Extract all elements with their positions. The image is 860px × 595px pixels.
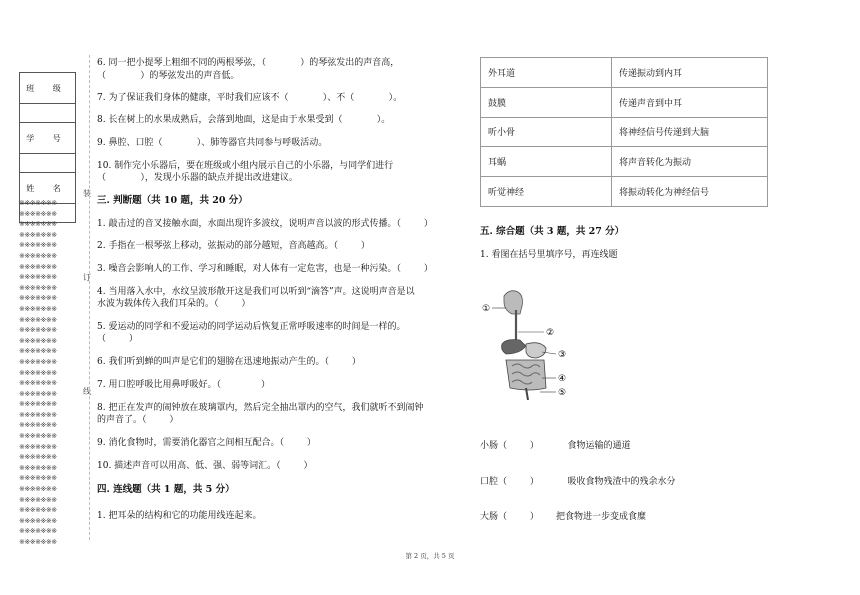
judge-3: 3. 噪音会影响人的工作、学习和睡眠，对人体有一定危害，也是一种污染。（ ） xyxy=(97,264,433,274)
judge-5-line1: 5. 爱运动的同学和不爱运动的同学运动后恢复正常呼吸速率的时间是一样的。 xyxy=(97,322,406,332)
judge-5-line2: （ ） xyxy=(97,334,138,344)
comprehensive-1: 1. 看图在括号里填序号，再连线题 xyxy=(480,250,618,260)
question-10-line1: 10. 制作完小乐器后，要在班级或小组内展示自己的小乐器，与同学们进行 xyxy=(97,161,394,171)
question-9: 9. 鼻腔、口腔（ ）、肺等器官共同参与呼吸活动。 xyxy=(97,138,328,148)
marker-3: ③ xyxy=(558,350,567,360)
binding-char-xian: 线 xyxy=(83,387,91,396)
ear-part: 耳蜗 xyxy=(481,147,612,177)
student-number-label: 学 号 xyxy=(20,123,76,154)
star-row: ※※※※※※※ xyxy=(19,209,57,218)
star-row: ※※※※※※※ xyxy=(19,326,57,335)
star-row: ※※※※※※※ xyxy=(19,538,57,546)
star-row: ※※※※※※※ xyxy=(19,368,57,377)
ear-part: 鼓膜 xyxy=(481,87,612,117)
star-row: ※※※※※※※ xyxy=(19,453,57,462)
marker-4: ④ xyxy=(558,374,567,384)
star-row: ※※※※※※※ xyxy=(19,262,57,271)
ear-function: 传递声音到中耳 xyxy=(612,87,768,117)
binding-char-ding: 订 xyxy=(83,273,91,282)
star-row: ※※※※※※※ xyxy=(19,357,57,366)
marker-1: ① xyxy=(482,304,491,314)
star-row: ※※※※※※※ xyxy=(19,527,57,536)
table-row xyxy=(481,87,768,117)
star-row: ※※※※※※※ xyxy=(19,442,57,451)
matching-small-intestine: 小肠（ ） 食物运输的通道 xyxy=(480,441,631,451)
star-row: ※※※※※※※ xyxy=(19,199,57,207)
ear-part: 听觉神经 xyxy=(481,177,612,207)
star-row: ※※※※※※※ xyxy=(19,495,57,504)
question-7: 7. 为了保证我们身体的健康，平时我们应该不（ ）、不（ ）。 xyxy=(97,93,403,103)
judge-1: 1. 敲击过的音叉接触水面，水面出现许多波纹，说明声音以波的形式传播。（ ） xyxy=(97,219,433,229)
digestive-system-diagram xyxy=(480,288,580,418)
section-4-heading: 四. 连线题（共 1 题，共 5 分） xyxy=(97,484,235,495)
question-8: 8. 长在树上的水果成熟后，会落到地面，这是由于水果受到（ ）。 xyxy=(97,115,391,125)
ear-part: 外耳道 xyxy=(481,58,612,88)
judge-9: 9. 消化食物时，需要消化器官之间相互配合。（ ） xyxy=(97,438,316,448)
star-row: ※※※※※※※ xyxy=(19,347,57,356)
star-row: ※※※※※※※ xyxy=(19,251,57,260)
class-label: 班 级 xyxy=(20,73,76,104)
star-row: ※※※※※※※ xyxy=(19,474,57,483)
table-row xyxy=(481,58,768,88)
judge-4-line2: 水波为载体传入我们耳朵的。（ ） xyxy=(97,299,251,309)
star-row: ※※※※※※※ xyxy=(19,463,57,472)
section-3-heading: 三. 判断题（共 10 题，共 20 分） xyxy=(97,195,248,206)
marker-2: ② xyxy=(546,328,555,338)
star-row: ※※※※※※※ xyxy=(19,516,57,525)
question-10-line2: （ ），发现小乐器的缺点并提出改进建议。 xyxy=(97,173,298,183)
star-row: ※※※※※※※ xyxy=(19,273,57,282)
binding-char-zhuang: 装 xyxy=(83,189,91,198)
ear-structure-table xyxy=(480,57,768,207)
ear-function: 将振动转化为神经信号 xyxy=(612,177,768,207)
star-row: ※※※※※※※ xyxy=(19,315,57,324)
star-row: ※※※※※※※ xyxy=(19,336,57,345)
name-label: 姓 名 xyxy=(20,173,76,204)
cut-line xyxy=(89,55,90,540)
star-row: ※※※※※※※ xyxy=(19,241,57,250)
table-row xyxy=(481,177,768,207)
judge-6: 6. 我们听到蝉的叫声是它们的翅膀在迅速地振动产生的。（ ） xyxy=(97,357,361,367)
matching-1: 1. 把耳朵的结构和它的功能用线连起来。 xyxy=(97,511,262,521)
judge-10: 10. 描述声音可以用高、低、强、弱等词汇。（ ） xyxy=(97,461,313,471)
table-row xyxy=(481,147,768,177)
star-row: ※※※※※※※ xyxy=(19,304,57,313)
star-row: ※※※※※※※ xyxy=(19,432,57,441)
star-row: ※※※※※※※ xyxy=(19,506,57,515)
star-row: ※※※※※※※ xyxy=(19,389,57,398)
section-5-heading: 五. 综合题（共 3 题，共 27 分） xyxy=(480,226,625,237)
judge-7: 7. 用口腔呼吸比用鼻呼吸好。（ ） xyxy=(97,380,271,390)
question-6-line1: 6. 同一把小提琴上粗细不同的两根琴弦，（ ）的琴弦发出的声音高， xyxy=(97,58,400,68)
star-row: ※※※※※※※ xyxy=(19,410,57,419)
judge-8-line2: 的声音了。（ ） xyxy=(97,415,179,425)
star-row: ※※※※※※※ xyxy=(19,485,57,494)
star-row: ※※※※※※※ xyxy=(19,400,57,409)
matching-mouth: 口腔（ ） 吸收食物残渣中的残余水分 xyxy=(480,477,676,487)
marker-5: ⑤ xyxy=(558,388,567,398)
star-row: ※※※※※※※ xyxy=(19,379,57,388)
table-row xyxy=(481,117,768,147)
star-row: ※※※※※※※ xyxy=(19,283,57,292)
ear-function: 将声音转化为振动 xyxy=(612,147,768,177)
star-row: ※※※※※※※ xyxy=(19,421,57,430)
class-field[interactable] xyxy=(20,104,76,123)
star-row: ※※※※※※※ xyxy=(19,230,57,239)
star-row: ※※※※※※※ xyxy=(19,294,57,303)
matching-large-intestine: 大肠（ ） 把食物进一步变成食糜 xyxy=(480,512,647,522)
question-6-line2: （ ）的琴弦发出的声音低。 xyxy=(97,71,240,81)
judge-8-line1: 8. 把正在发声的闹钟放在玻璃罩内，然后完全抽出罩内的空气，我们就听不到闹钟 xyxy=(97,403,424,413)
judge-2: 2. 手指在一根琴弦上移动，弦振动的部分越短，音高越高。（ ） xyxy=(97,241,370,251)
judge-4-line1: 4. 当用落入水中，水纹呈波形散开这是我们可以听到“滴答”声。这说明声音是以 xyxy=(97,287,415,297)
page-footer: 第 2 页，共 5 页 xyxy=(405,552,455,560)
student-number-field[interactable] xyxy=(20,154,76,173)
ear-part: 听小骨 xyxy=(481,117,612,147)
star-row: ※※※※※※※ xyxy=(19,220,57,229)
binding-margin-stars xyxy=(19,198,79,548)
ear-function: 传递振动到内耳 xyxy=(612,58,768,88)
ear-function: 将神经信号传递到大脑 xyxy=(612,117,768,147)
